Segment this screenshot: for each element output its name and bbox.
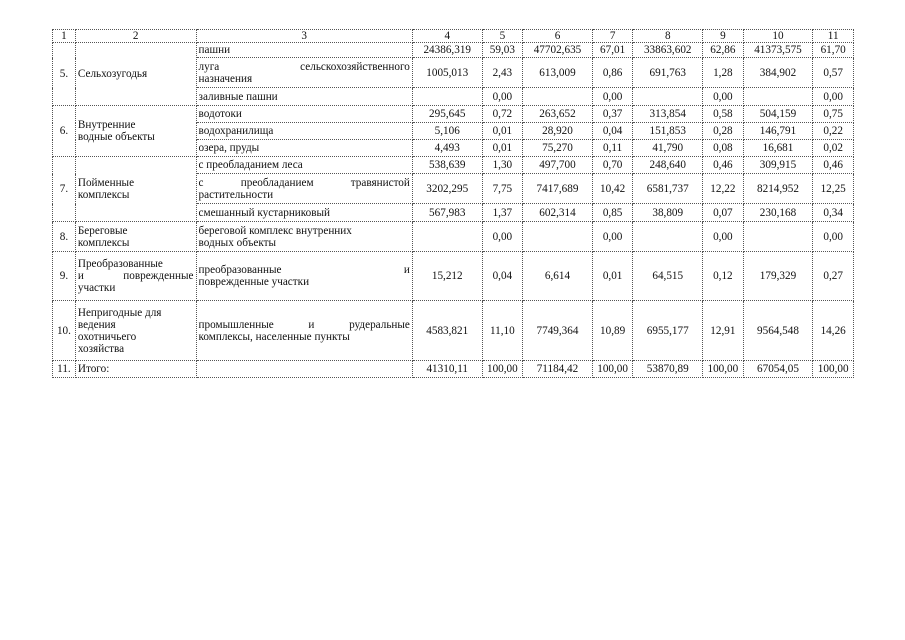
- group-name: Сельхозугодья: [75, 43, 196, 106]
- value-cell: 0,00: [592, 222, 633, 252]
- value-cell: 0,34: [813, 204, 854, 222]
- group-name: [75, 157, 196, 222]
- subcategory-cell: [196, 58, 412, 88]
- value-cell: 1,37: [482, 204, 523, 222]
- value-cell: 0,58: [703, 106, 744, 123]
- group-index: 8.: [53, 222, 76, 252]
- group-name-line: участки: [77, 282, 116, 294]
- value-cell: 4,493: [412, 140, 482, 157]
- value-cell: 230,168: [743, 204, 813, 222]
- subcategory-cell: водотоки: [196, 106, 412, 123]
- value-cell: 6,614: [523, 252, 593, 301]
- group-name-line: и поврежденные: [77, 270, 194, 282]
- header-cell: 3: [196, 30, 412, 43]
- value-cell: 59,03: [482, 43, 523, 58]
- value-cell: 64,515: [633, 252, 703, 301]
- value-cell: 11,10: [482, 301, 523, 361]
- value-cell: 10,89: [592, 301, 633, 361]
- subcategory-cell: [196, 301, 412, 361]
- value-cell: 4583,821: [412, 301, 482, 361]
- total-value-cell: 71184,42: [523, 361, 593, 378]
- value-cell: 1,28: [703, 58, 744, 88]
- subcategory-cell: с преобладанием леса: [196, 157, 412, 174]
- value-cell: 691,763: [633, 58, 703, 88]
- total-empty-cell: [196, 361, 412, 378]
- value-cell: 0,08: [703, 140, 744, 157]
- value-cell: 0,72: [482, 106, 523, 123]
- table-row: [53, 222, 854, 252]
- value-cell: 0,01: [592, 252, 633, 301]
- group-name-line: Преобразованные: [77, 258, 163, 270]
- subcategory-line: водных объекты: [198, 236, 277, 249]
- value-cell: 0,28: [703, 123, 744, 140]
- group-name-line: водные объекты: [77, 131, 155, 143]
- group-index: 5.: [53, 43, 76, 106]
- value-cell: 0,04: [482, 252, 523, 301]
- header-cell: 4: [412, 30, 482, 43]
- value-cell: 6581,737: [633, 174, 703, 204]
- value-cell: 313,854: [633, 106, 703, 123]
- value-cell: 248,640: [633, 157, 703, 174]
- value-cell: 0,57: [813, 58, 854, 88]
- value-cell: 16,681: [743, 140, 813, 157]
- value-cell: [743, 88, 813, 106]
- value-cell: 0,22: [813, 123, 854, 140]
- value-cell: 14,26: [813, 301, 854, 361]
- total-value-cell: 67054,05: [743, 361, 813, 378]
- value-cell: 0,46: [813, 157, 854, 174]
- column-number-header-row: [53, 30, 854, 43]
- value-cell: 151,853: [633, 123, 703, 140]
- total-value-cell: 100,00: [482, 361, 523, 378]
- value-cell: 12,22: [703, 174, 744, 204]
- value-cell: 384,902: [743, 58, 813, 88]
- value-cell: [743, 222, 813, 252]
- table-row: [53, 157, 854, 174]
- value-cell: 1,30: [482, 157, 523, 174]
- value-cell: 6955,177: [633, 301, 703, 361]
- value-cell: 0,02: [813, 140, 854, 157]
- header-cell: 6: [523, 30, 593, 43]
- subcategory-line: преобразованные и: [198, 264, 410, 276]
- group-name-line: Внутренние: [77, 119, 136, 131]
- total-value-cell: 53870,89: [633, 361, 703, 378]
- value-cell: 0,00: [813, 88, 854, 106]
- value-cell: 179,329: [743, 252, 813, 301]
- group-index: 7.: [53, 157, 76, 222]
- subcategory-line: промышленные и рудеральные: [198, 318, 410, 331]
- value-cell: [412, 88, 482, 106]
- value-cell: 0,00: [703, 222, 744, 252]
- value-cell: 0,70: [592, 157, 633, 174]
- group-index: 10.: [53, 301, 76, 361]
- value-cell: 5,106: [412, 123, 482, 140]
- value-cell: 0,01: [482, 140, 523, 157]
- value-cell: 8214,952: [743, 174, 813, 204]
- subcategory-cell: заливные пашни: [196, 88, 412, 106]
- value-cell: 613,009: [523, 58, 593, 88]
- value-cell: 0,04: [592, 123, 633, 140]
- table-row: [53, 252, 854, 301]
- header-cell: 9: [703, 30, 744, 43]
- value-cell: 62,86: [703, 43, 744, 58]
- land-category-table: [52, 29, 854, 378]
- group-name: [75, 252, 196, 301]
- group-name-line: ведения: [77, 318, 116, 331]
- value-cell: 504,159: [743, 106, 813, 123]
- subcategory-line: назначения: [198, 72, 253, 85]
- value-cell: 567,983: [412, 204, 482, 222]
- value-cell: 309,915: [743, 157, 813, 174]
- group-name-line: комплексы: [77, 236, 130, 249]
- group-name: [75, 301, 196, 361]
- total-value-cell: 100,00: [592, 361, 633, 378]
- value-cell: 0,85: [592, 204, 633, 222]
- header-cell: 11: [813, 30, 854, 43]
- group-name-line: охотничьего: [77, 330, 137, 343]
- total-label: Итого:: [75, 361, 196, 378]
- group-name: [75, 106, 196, 157]
- value-cell: 47702,635: [523, 43, 593, 58]
- value-cell: [633, 222, 703, 252]
- value-cell: 0,86: [592, 58, 633, 88]
- total-value-cell: 41310,11: [412, 361, 482, 378]
- subcategory-line: береговой комплекс внутренних: [198, 224, 352, 237]
- subcategory-line: комплексы, населенные пункты: [198, 330, 350, 343]
- value-cell: 75,270: [523, 140, 593, 157]
- value-cell: 0,12: [703, 252, 744, 301]
- header-cell: 7: [592, 30, 633, 43]
- value-cell: 497,700: [523, 157, 593, 174]
- subcategory-line: поврежденные участки: [198, 276, 310, 288]
- subcategory-line: с преобладанием травянистой: [198, 176, 410, 189]
- value-cell: 38,809: [633, 204, 703, 222]
- group-name-line: комплексы: [77, 189, 130, 201]
- subcategory-line: растительности: [198, 188, 274, 201]
- subcategory-cell: пашни: [196, 43, 412, 58]
- value-cell: 9564,548: [743, 301, 813, 361]
- header-cell: 5: [482, 30, 523, 43]
- value-cell: 538,639: [412, 157, 482, 174]
- value-cell: 0,75: [813, 106, 854, 123]
- table-row: [53, 106, 854, 123]
- value-cell: 602,314: [523, 204, 593, 222]
- value-cell: 24386,319: [412, 43, 482, 58]
- subcategory-line: луга сельскохозяйственного: [198, 60, 410, 73]
- group-index: 9.: [53, 252, 76, 301]
- subcategory-cell: озера, пруды: [196, 140, 412, 157]
- value-cell: 0,11: [592, 140, 633, 157]
- value-cell: 146,791: [743, 123, 813, 140]
- subcategory-cell: [196, 222, 412, 252]
- value-cell: 0,46: [703, 157, 744, 174]
- subcategory-cell: водохранилища: [196, 123, 412, 140]
- value-cell: 61,70: [813, 43, 854, 58]
- subcategory-cell: [196, 174, 412, 204]
- value-cell: 0,00: [482, 222, 523, 252]
- value-cell: [523, 88, 593, 106]
- value-cell: 295,645: [412, 106, 482, 123]
- value-cell: 10,42: [592, 174, 633, 204]
- value-cell: [523, 222, 593, 252]
- value-cell: 7,75: [482, 174, 523, 204]
- value-cell: 15,212: [412, 252, 482, 301]
- value-cell: 12,91: [703, 301, 744, 361]
- value-cell: 28,920: [523, 123, 593, 140]
- value-cell: 0,01: [482, 123, 523, 140]
- header-cell: 2: [75, 30, 196, 43]
- value-cell: 0,00: [703, 88, 744, 106]
- value-cell: 41,790: [633, 140, 703, 157]
- value-cell: 1005,013: [412, 58, 482, 88]
- group-index: 6.: [53, 106, 76, 157]
- value-cell: 33863,602: [633, 43, 703, 58]
- group-name-line: Береговые: [77, 224, 128, 237]
- total-value-cell: 100,00: [703, 361, 744, 378]
- value-cell: 7417,689: [523, 174, 593, 204]
- value-cell: 2,43: [482, 58, 523, 88]
- total-row: [53, 361, 854, 378]
- value-cell: 263,652: [523, 106, 593, 123]
- value-cell: 7749,364: [523, 301, 593, 361]
- group-name: [75, 222, 196, 252]
- value-cell: [633, 88, 703, 106]
- value-cell: [412, 222, 482, 252]
- value-cell: 41373,575: [743, 43, 813, 58]
- value-cell: 0,37: [592, 106, 633, 123]
- value-cell: 3202,295: [412, 174, 482, 204]
- subcategory-cell: смешанный кустарниковый: [196, 204, 412, 222]
- table-row: [53, 43, 854, 58]
- subcategory-cell: [196, 252, 412, 301]
- value-cell: 0,27: [813, 252, 854, 301]
- group-name-line: Пойменные: [77, 177, 135, 189]
- value-cell: 67,01: [592, 43, 633, 58]
- group-name-line: Непригодные для: [77, 306, 162, 319]
- total-index: 11.: [53, 361, 76, 378]
- value-cell: 0,00: [482, 88, 523, 106]
- value-cell: 0,00: [813, 222, 854, 252]
- header-cell: 1: [53, 30, 76, 43]
- header-cell: 10: [743, 30, 813, 43]
- value-cell: 0,00: [592, 88, 633, 106]
- total-value-cell: 100,00: [813, 361, 854, 378]
- value-cell: 12,25: [813, 174, 854, 204]
- header-cell: 8: [633, 30, 703, 43]
- value-cell: 0,07: [703, 204, 744, 222]
- table-row: [53, 301, 854, 361]
- group-name-line: хозяйства: [77, 342, 125, 355]
- land-category-table-sheet: [52, 29, 854, 378]
